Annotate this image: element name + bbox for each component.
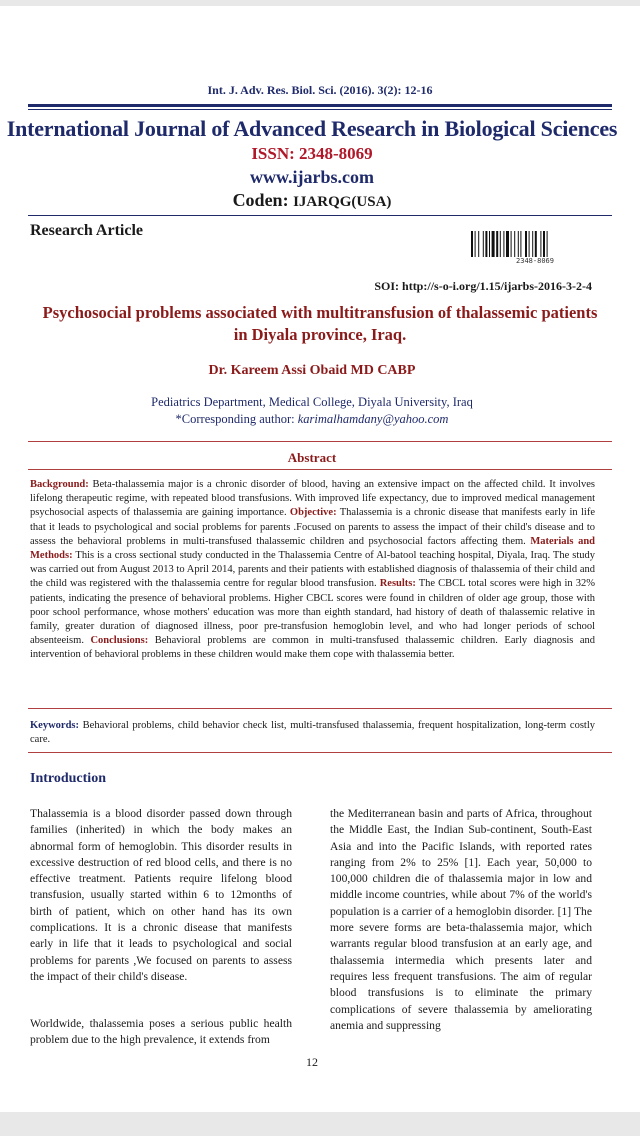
corresponding-label: *Corresponding author: <box>175 412 298 426</box>
journal-website[interactable]: www.ijarbs.com <box>250 167 374 187</box>
coden-label: Coden: <box>232 190 294 210</box>
conclusions-text: Behavioral problems are common in multi-transfused thalassemic children. Early diagnosis and intervention of behavioral problems in these children would make them cope with thalassemia better. <box>30 635 595 661</box>
coden-value: IJARQG(USA) <box>293 194 392 210</box>
abstract-rule-mid <box>28 469 612 470</box>
keywords-label: Keywords: <box>30 720 79 731</box>
paper-title: Psychosocial problems associated with multitransfusion of thalassemic patients in Diyala province, Iraq. <box>42 303 598 344</box>
abstract-body <box>30 478 595 663</box>
abstract-heading: Abstract <box>287 450 337 465</box>
background-label: Background: <box>30 479 89 490</box>
journal-issn: ISSN: 2348-8069 <box>251 144 373 163</box>
abstract-rule-bottom <box>28 708 612 709</box>
abstract-rule-top <box>28 441 612 442</box>
corresponding-author <box>0 411 624 428</box>
keywords-text: Behavioral problems, child behavior check list, multi-transfused thalassemia, frequent hospitalization, long-term costly care. <box>30 720 595 746</box>
methods-text: This is a cross sectional study conducted in the Thalassemia Centre of Al-batool teaching hospital, Diyala, Iraq. The study was carried out from August 2013 to April 2014, parents and their patients with established diagnosis of thalassemia of their child and the child was registered with the thalassemia centre for regular blood transfusion. <box>30 550 595 590</box>
objective-label: Objective: <box>289 507 337 519</box>
author-affiliation <box>0 394 624 428</box>
intro-left-paragraph-1: Thalassemia is a blood disorder passed down through families (inherited) in which the body makes an abnormal form of hemoglobin. This disorder results in excessive destruction of red blood cells, and there is no effective treatment. Patients require lifelong blood transfusion, usually started within 6 to 12months of birth of patient, which on other hand has its own complications. It is a chronic disease that manifests early in life that it leads to psychological and social problems for parents ,We focused on parents to assess the impact of their child's disease. <box>30 807 292 983</box>
affiliation-text: Pediatrics Department, Medical College, Diyala University, Iraq <box>151 395 473 409</box>
conclusions-label: Conclusions: <box>90 635 149 647</box>
keywords <box>30 719 595 747</box>
journal-citation: Int. J. Adv. Res. Biol. Sci. (2016). 3(2): 12-16 <box>207 83 433 97</box>
paper-page <box>0 6 640 1112</box>
results-label: Results: <box>379 578 416 590</box>
background-text: Beta-thalassemia major is a chronic disorder of blood, having an extensive impact on the affected child. It involves lifelong therapeutic regime, with repeated blood transfusions. With improved life expectancy, due to improved medical management psychosocial aspects of thalassemia are gaining importance. <box>30 479 595 519</box>
journal-title: International Journal of Advanced Research in Biological Sciences <box>6 116 618 141</box>
journal-coden <box>0 190 624 211</box>
header-rule-thin <box>28 109 612 110</box>
results-text: The CBCL total scores were high in 32% patients, indicating the presence of behavioral problems. Higher CBCL scores were found in children of older age group, those with poor school performance, whose mothers' education was more than eighth standard, had history of death of thalassemic relative in family, greater duration of diagnosed illness, poor pre-transfusion hemoglobin level, and who had longer periods of school absenteeism. <box>30 578 595 647</box>
article-type: Research Article <box>30 222 143 239</box>
objective-text: Thalassemia is a chronic disease that manifests early in life that it leads to psychological and social problems for parents .Focused on parents to assess the impact of their child's disease and to assess the behavioral problems in multi-transfused thalassemic children and psychosocial factors affecting them. <box>30 507 595 547</box>
methods-label: Materials and Methods: <box>30 535 596 562</box>
author-name: Dr. Kareem Assi Obaid MD CABP <box>208 363 416 378</box>
header-rule-bottom <box>28 215 612 216</box>
keywords-rule <box>28 752 612 753</box>
header-rule-top <box>28 104 612 107</box>
introduction-heading: Introduction <box>30 771 106 786</box>
intro-right-paragraph: the Mediterranean basin and parts of Africa, throughout the Middle East, the Indian Sub-continent, South-East Asia and into the Pacific Islands, with reported rates ranging from 2% to 25% [1]. Each year, 50,000 to 100,000 children die of thalassemia major in low and middle income countries, while about 7% of the world's population is a carrier of a hemoglobin disorder. [1] The more severe forms are beta-thalassemia major, which warrants regular blood transfusion at an early age, and thalassemia intermedia which presents later and requires less frequent transfusions. The aim of regular blood transfusions is to eliminate the primary complications of severe thalassemia by ameliorating anemia and suppressing <box>330 807 592 1032</box>
corresponding-email[interactable]: karimalhamdany@yahoo.com <box>297 412 449 426</box>
soi-link[interactable]: SOI: http://s-o-i.org/1.15/ijarbs-2016-3-2-4 <box>374 279 592 293</box>
intro-left-paragraph-2: Worldwide, thalassemia poses a serious public health problem due to the high prevalence, it extends from <box>30 1017 292 1047</box>
barcode-number: 2348-8069 <box>516 257 554 265</box>
barcode-icon <box>471 231 595 257</box>
page-number: 12 <box>306 1055 318 1069</box>
